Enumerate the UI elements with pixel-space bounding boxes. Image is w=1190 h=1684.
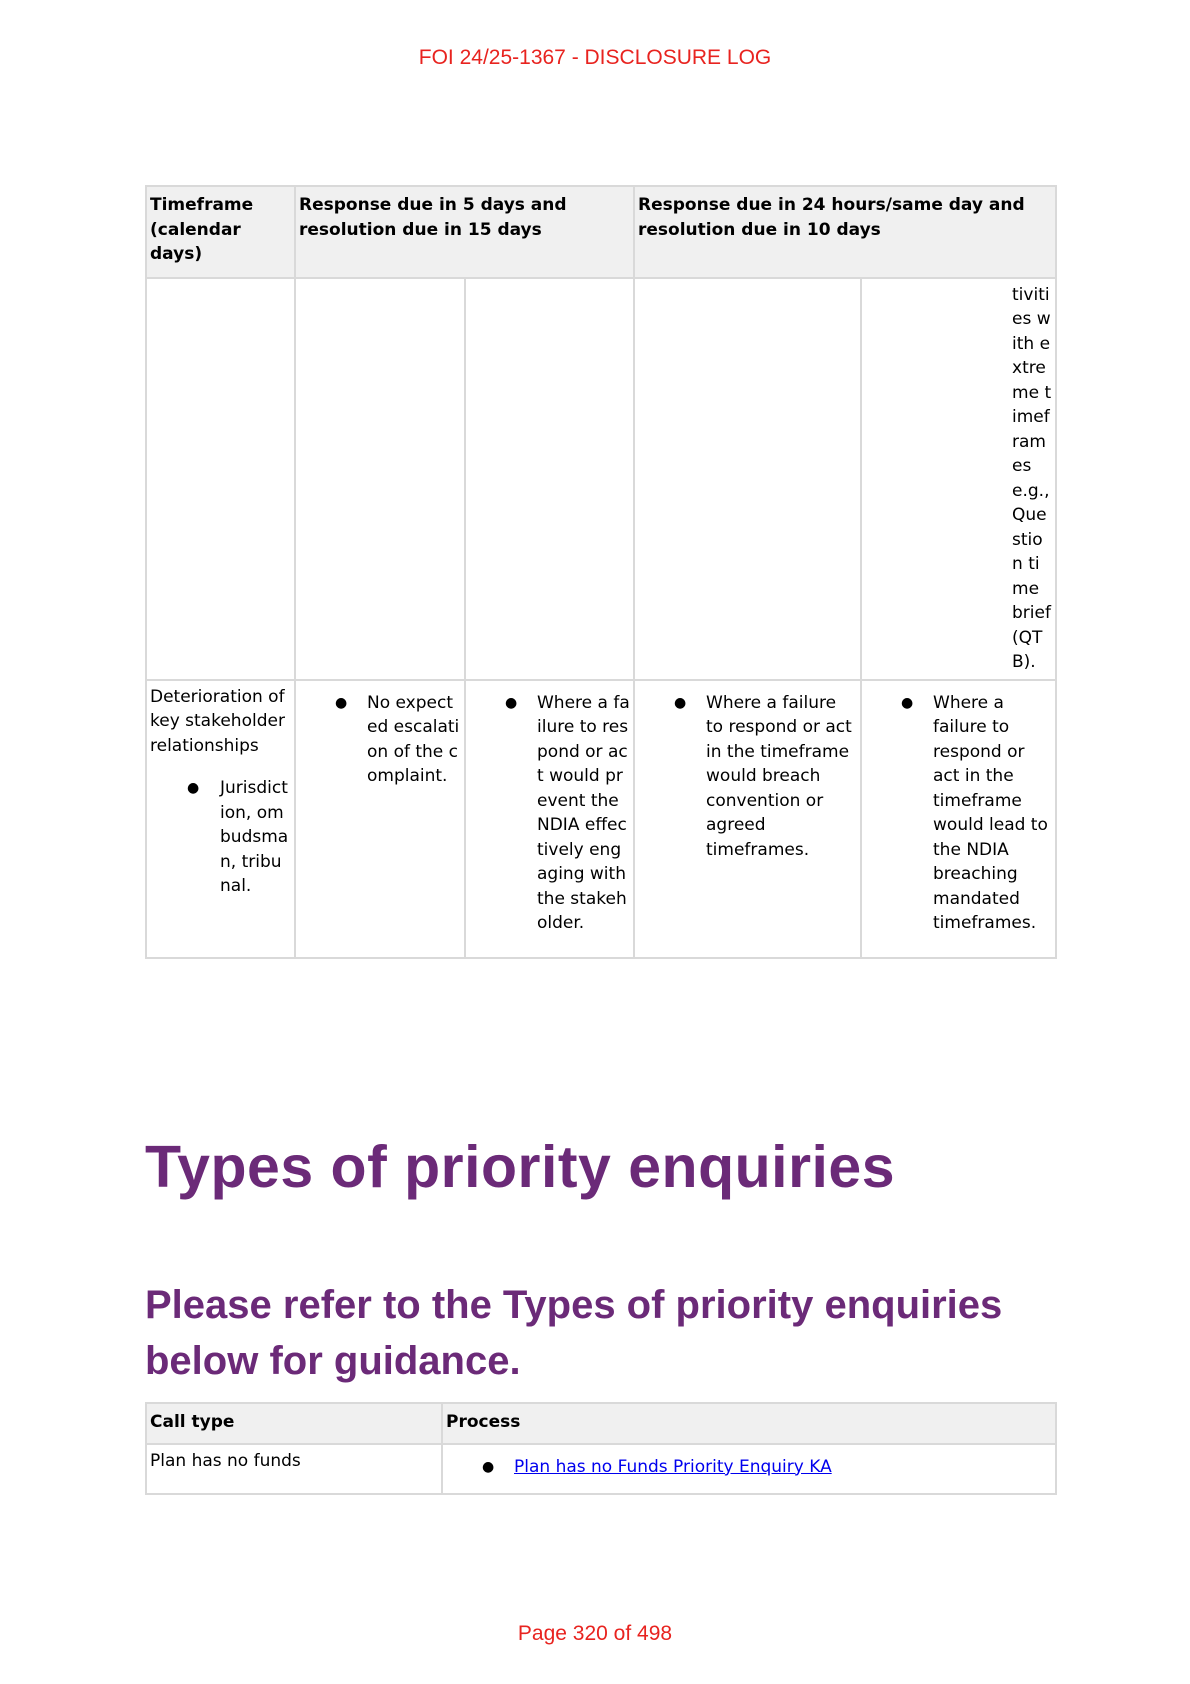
bullet-item [446, 1455, 1052, 1480]
cell-title: Deterioration of key stakeholder relationships [150, 686, 285, 756]
table-cell [295, 278, 465, 680]
bullet-item: ● No expected escalation of the complaint. [299, 691, 461, 789]
table-header-row [146, 186, 1056, 278]
table-cell [465, 680, 634, 958]
header-timeframe: Timeframe (calendar days) [146, 186, 295, 278]
table-header-row [146, 1403, 1056, 1444]
table-cell [146, 278, 295, 680]
call-type-cell: Plan has no funds [146, 1444, 442, 1494]
section-heading: Types of priority enquiries [145, 1134, 896, 1200]
table-cell [634, 278, 861, 680]
header-call-type: Call type [146, 1403, 442, 1444]
header-5-days: Response due in 5 days and resolution due in 15 days [295, 186, 634, 278]
bullet-item: ● Where a failure to respond or act in the timeframe would lead to the NDIA breaching mandated timeframes. [865, 691, 1052, 936]
page-number: Page 320 of 498 [517, 1622, 673, 1645]
table-cell [634, 680, 861, 958]
cell-text: tivities with extreme timeframes e.g., Question time brief (QTB). [1012, 284, 1052, 672]
process-cell [442, 1444, 1056, 1494]
header-24-hours: Response due in 24 hours/same day and resolution due in 10 days [634, 186, 1056, 278]
table-cell [465, 278, 634, 680]
timeframe-table [145, 185, 1057, 959]
table-cell [295, 680, 465, 958]
table-cell [146, 680, 295, 958]
table-cell [861, 278, 1056, 680]
bullet-item: ● Jurisdiction, ombudsman, tribunal. [150, 776, 291, 899]
section-subheading: Please refer to the Types of priority enquiries below for guidance. [145, 1283, 1003, 1383]
document-header: FOI 24/25-1367 - DISCLOSURE LOG [418, 46, 772, 69]
call-type-table [145, 1402, 1057, 1495]
header-process: Process [442, 1403, 1056, 1444]
bullet-item: ● Where a failure to respond or act would prevent the NDIA effectively engaging with the stakeholder. [469, 691, 630, 936]
table-row [146, 680, 1056, 958]
table-cell [861, 680, 1056, 958]
plan-no-funds-link[interactable]: Plan has no Funds Priority Enquiry KA [514, 1456, 832, 1477]
table-row [146, 278, 1056, 680]
bullet-item: ● Where a failure to respond or act in the timeframe would breach convention or agreed timeframes. [638, 691, 857, 863]
table-row [146, 1444, 1056, 1494]
